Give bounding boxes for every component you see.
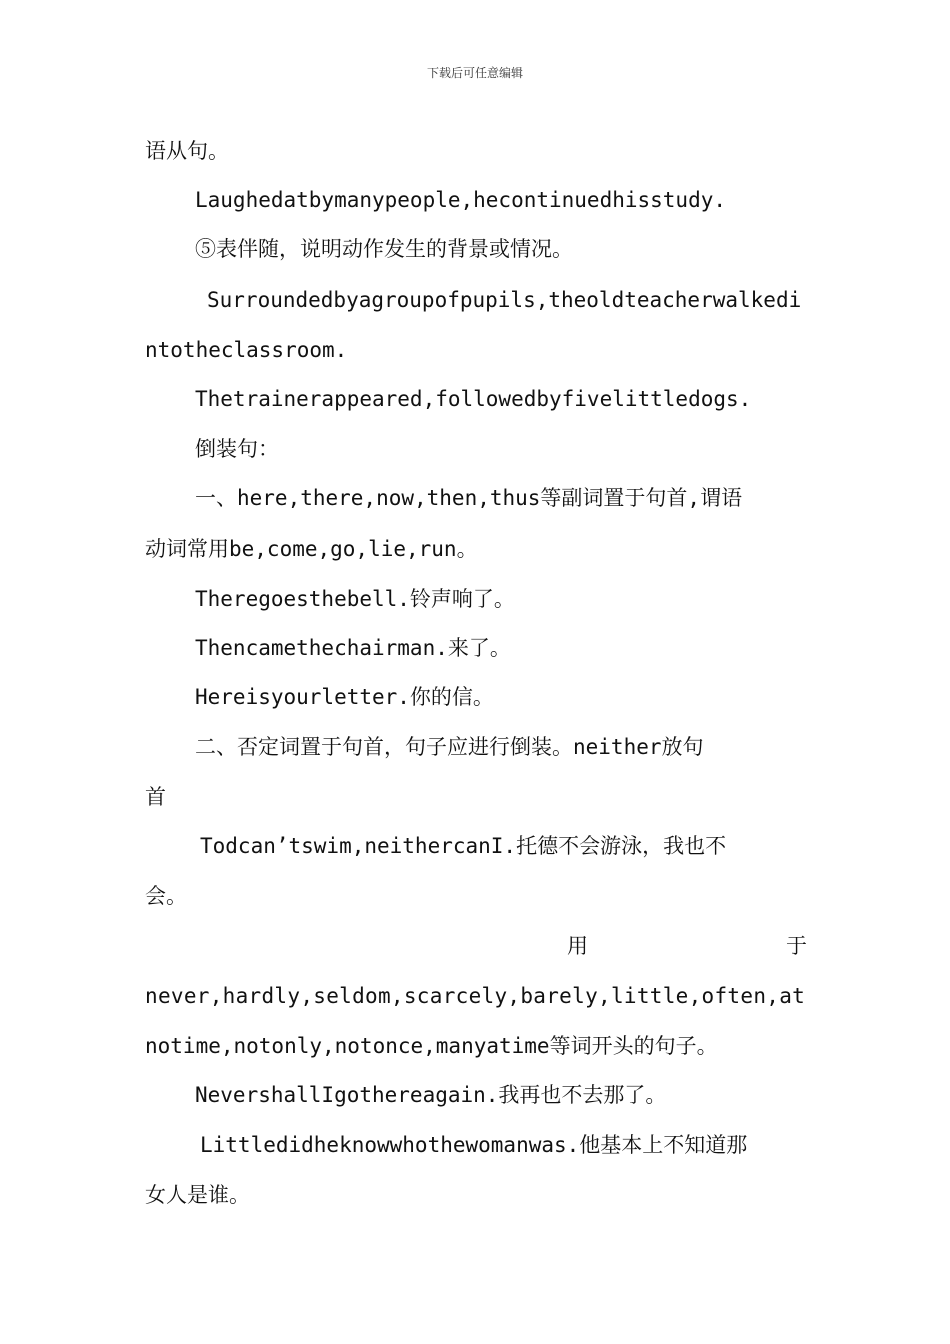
text-line: Surroundedbyagroupofpupils,theoldteacherwalkedi bbox=[207, 288, 802, 312]
text-line: 二、否定词置于句首，句子应进行倒装。neither放句 bbox=[195, 735, 704, 759]
text-line: Todcan’tswim,neithercanI.托德不会游泳，我也不 bbox=[200, 834, 727, 858]
text-line: 会。 bbox=[145, 884, 187, 908]
text-line: never,hardly,seldom,scarcely,barely,little,often,at bbox=[145, 984, 806, 1008]
text-line: 语从句。 bbox=[145, 139, 229, 163]
text-line: Laughedatbymanypeople,hecontinuedhisstudy. bbox=[195, 188, 727, 212]
justified-word: 于 bbox=[786, 934, 807, 958]
page-header-note: 下载后可任意编辑 bbox=[426, 66, 523, 80]
text-line: 动词常用be,come,go,lie,run。 bbox=[145, 537, 478, 561]
text-line: 女人是谁。 bbox=[145, 1183, 250, 1207]
text-line: 首 bbox=[145, 785, 166, 809]
text-line: ntotheclassroom. bbox=[145, 338, 348, 362]
text-line: notime,notonly,notonce,manyatime等词开头的句子。 bbox=[145, 1034, 718, 1058]
text-line: NevershallIgothereagain.我再也不去那了。 bbox=[195, 1083, 667, 1107]
text-line: Thencamethechairman.来了。 bbox=[195, 636, 511, 660]
text-line: ⑤表伴随，说明动作发生的背景或情况。 bbox=[195, 237, 573, 261]
section-heading: 倒装句： bbox=[195, 437, 279, 461]
text-line: Theregoesthebell.铃声响了。 bbox=[195, 587, 515, 611]
justified-word: 用 bbox=[567, 934, 588, 958]
text-line: Hereisyourletter.你的信。 bbox=[195, 685, 494, 709]
text-line: Littledidheknowwhothewomanwas.他基本上不知道那 bbox=[200, 1133, 748, 1157]
text-line: Thetrainerappeared,followedbyfivelittledogs. bbox=[195, 387, 752, 411]
text-line: 一、here,there,now,then,thus等副词置于句首,谓语 bbox=[195, 486, 743, 510]
